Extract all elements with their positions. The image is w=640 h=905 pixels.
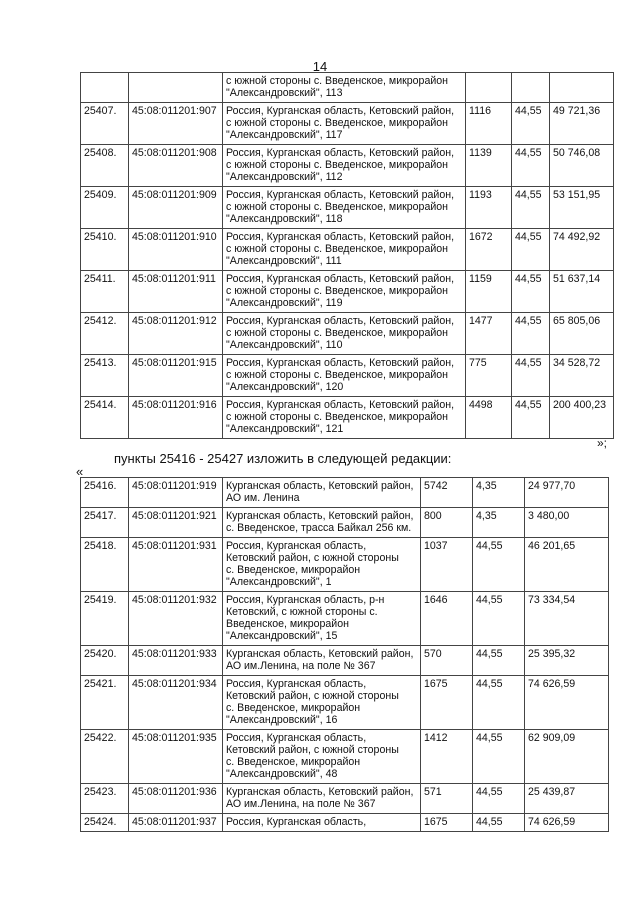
address-cell: Россия, Курганская область, Кетовский район, с южной стороны с. Введенское, микрорайон "Александровский", 120: [223, 355, 466, 397]
item-number-cell: 25408.: [81, 145, 129, 187]
cadastral-number-cell: 45:08:011201:919: [129, 478, 223, 508]
item-number-cell: 25422.: [81, 730, 129, 784]
rate-cell: 44,55: [473, 814, 525, 832]
address-cell: Курганская область, Кетовский район, АО им.Ленина, на поле № 367: [223, 646, 421, 676]
address-cell: Россия, Курганская область, Кетовский район, с южной стороны с. Введенское, микрорайон "Александровский", 16: [223, 676, 421, 730]
area-cell: 4498: [466, 397, 512, 439]
amount-cell: 24 977,70: [525, 478, 609, 508]
address-cell: Россия, Курганская область, Кетовский район, с южной стороны с. Введенское, микрорайон "Александровский", 111: [223, 229, 466, 271]
address-cell: Россия, Курганская область, Кетовский район, с южной стороны с. Введенское, микрорайон "Александровский", 48: [223, 730, 421, 784]
address-cell: Россия, Курганская область, Кетовский район, с южной стороны с. Введенское, микрорайон "Александровский", 118: [223, 187, 466, 229]
table-row: [81, 592, 609, 646]
amount-cell: 25 395,32: [525, 646, 609, 676]
item-number-cell: 25423.: [81, 784, 129, 814]
rate-cell: 4,35: [473, 508, 525, 538]
area-cell: 1675: [421, 814, 473, 832]
table-row: [81, 145, 614, 187]
opening-quote-mark: «: [76, 464, 84, 479]
table-row: [81, 355, 614, 397]
table-row: [81, 103, 614, 145]
cadastral-number-cell: 45:08:011201:916: [129, 397, 223, 439]
amount-cell: 53 151,95: [550, 187, 614, 229]
item-number-cell: 25418.: [81, 538, 129, 592]
rate-cell: 44,55: [473, 676, 525, 730]
item-number-cell: 25407.: [81, 103, 129, 145]
address-cell: Россия, Курганская область, Кетовский район, с южной стороны с. Введенское, микрорайон "Александровский", 110: [223, 313, 466, 355]
area-cell: 1477: [466, 313, 512, 355]
table-row: [81, 538, 609, 592]
item-number-cell: 25413.: [81, 355, 129, 397]
address-cell: с южной стороны с. Введенское, микрорайон "Александровский", 113: [223, 73, 466, 103]
table-row: [81, 676, 609, 730]
item-number-cell: 25409.: [81, 187, 129, 229]
cadastral-number-cell: 45:08:011201:911: [129, 271, 223, 313]
rate-cell: 44,55: [512, 103, 550, 145]
table-row: [81, 229, 614, 271]
address-cell: Курганская область, Кетовский район, АО им.Ленина, на поле № 367: [223, 784, 421, 814]
rate-cell: 44,55: [512, 271, 550, 313]
cadastral-number-cell: 45:08:011201:910: [129, 229, 223, 271]
table-row: [81, 814, 609, 832]
rate-cell: 44,55: [473, 784, 525, 814]
amount-cell: 74 626,59: [525, 676, 609, 730]
address-cell: Курганская область, Кетовский район, с. Введенское, трасса Байкал 256 км.: [223, 508, 421, 538]
amount-cell: 3 480,00: [525, 508, 609, 538]
amount-cell: 34 528,72: [550, 355, 614, 397]
rate-cell: 44,55: [512, 187, 550, 229]
item-number-cell: 25416.: [81, 478, 129, 508]
area-cell: 571: [421, 784, 473, 814]
table-row: [81, 730, 609, 784]
item-number-cell: 25419.: [81, 592, 129, 646]
cadastral-number-cell: 45:08:011201:908: [129, 145, 223, 187]
rate-cell: 44,55: [512, 229, 550, 271]
rate-cell: [512, 73, 550, 103]
address-cell: Россия, Курганская область, Кетовский район, с южной стороны с. Введенское, микрорайон "Александровский", 117: [223, 103, 466, 145]
amount-cell: 200 400,23: [550, 397, 614, 439]
table-row: [81, 646, 609, 676]
table-row: [81, 271, 614, 313]
rate-cell: 44,55: [473, 538, 525, 592]
item-number-cell: [81, 73, 129, 103]
table-row: [81, 187, 614, 229]
area-cell: 1139: [466, 145, 512, 187]
cadastral-number-cell: 45:08:011201:936: [129, 784, 223, 814]
table-row: [81, 478, 609, 508]
area-cell: 1193: [466, 187, 512, 229]
area-cell: 800: [421, 508, 473, 538]
amount-cell: 65 805,06: [550, 313, 614, 355]
amount-cell: 50 746,08: [550, 145, 614, 187]
closing-quote-mark: »;: [597, 436, 608, 450]
item-number-cell: 25411.: [81, 271, 129, 313]
area-cell: 1412: [421, 730, 473, 784]
table-row: [81, 784, 609, 814]
table-row: [81, 397, 614, 439]
table-row: [81, 313, 614, 355]
item-number-cell: 25420.: [81, 646, 129, 676]
cadastral-number-cell: 45:08:011201:935: [129, 730, 223, 784]
address-cell: Курганская область, Кетовский район, АО им. Ленина: [223, 478, 421, 508]
address-cell: Россия, Курганская область, Кетовский район, с южной стороны с. Введенское, микрорайон "Александровский", 119: [223, 271, 466, 313]
rate-cell: 44,55: [512, 145, 550, 187]
amount-cell: 51 637,14: [550, 271, 614, 313]
page-number: 14: [312, 59, 328, 74]
table-row: [81, 73, 614, 103]
amount-cell: 73 334,54: [525, 592, 609, 646]
rate-cell: 44,55: [473, 646, 525, 676]
area-cell: 1159: [466, 271, 512, 313]
area-cell: 1037: [421, 538, 473, 592]
land-plots-table-new-edition: [80, 477, 609, 832]
cadastral-number-cell: 45:08:011201:909: [129, 187, 223, 229]
rate-cell: 44,55: [512, 355, 550, 397]
rate-cell: 44,55: [473, 592, 525, 646]
cadastral-number-cell: 45:08:011201:907: [129, 103, 223, 145]
amount-cell: 25 439,87: [525, 784, 609, 814]
amount-cell: 74 626,59: [525, 814, 609, 832]
amount-cell: 74 492,92: [550, 229, 614, 271]
area-cell: [466, 73, 512, 103]
table-row: [81, 508, 609, 538]
cadastral-number-cell: [129, 73, 223, 103]
item-number-cell: 25412.: [81, 313, 129, 355]
rate-cell: 44,55: [512, 397, 550, 439]
area-cell: 775: [466, 355, 512, 397]
address-cell: Россия, Курганская область, Кетовский район, с южной стороны с. Введенское, микрорайон "Александровский", 121: [223, 397, 466, 439]
area-cell: 570: [421, 646, 473, 676]
area-cell: 5742: [421, 478, 473, 508]
rate-cell: 4,35: [473, 478, 525, 508]
item-number-cell: 25424.: [81, 814, 129, 832]
area-cell: 1675: [421, 676, 473, 730]
cadastral-number-cell: 45:08:011201:932: [129, 592, 223, 646]
address-cell: Россия, Курганская область,: [223, 814, 421, 832]
address-cell: Россия, Курганская область, Кетовский район, с южной стороны с. Введенское, микрорайон "Александровский", 112: [223, 145, 466, 187]
item-number-cell: 25410.: [81, 229, 129, 271]
rate-cell: 44,55: [473, 730, 525, 784]
area-cell: 1116: [466, 103, 512, 145]
item-number-cell: 25417.: [81, 508, 129, 538]
amount-cell: 46 201,65: [525, 538, 609, 592]
cadastral-number-cell: 45:08:011201:933: [129, 646, 223, 676]
area-cell: 1646: [421, 592, 473, 646]
cadastral-number-cell: 45:08:011201:931: [129, 538, 223, 592]
cadastral-number-cell: 45:08:011201:921: [129, 508, 223, 538]
cadastral-number-cell: 45:08:011201:915: [129, 355, 223, 397]
item-number-cell: 25414.: [81, 397, 129, 439]
item-number-cell: 25421.: [81, 676, 129, 730]
cadastral-number-cell: 45:08:011201:912: [129, 313, 223, 355]
amount-cell: [550, 73, 614, 103]
address-cell: Россия, Курганская область, Кетовский район, с южной стороны с. Введенское, микрорайон "Александровский", 1: [223, 538, 421, 592]
cadastral-number-cell: 45:08:011201:934: [129, 676, 223, 730]
amendment-instruction: пункты 25416 - 25427 изложить в следующей редакции:: [114, 451, 452, 466]
area-cell: 1672: [466, 229, 512, 271]
amount-cell: 62 909,09: [525, 730, 609, 784]
rate-cell: 44,55: [512, 313, 550, 355]
cadastral-number-cell: 45:08:011201:937: [129, 814, 223, 832]
land-plots-table-continued: [80, 72, 614, 439]
amount-cell: 49 721,36: [550, 103, 614, 145]
address-cell: Россия, Курганская область, р-н Кетовский, с южной стороны с. Введенское, микрорайон "Александровский", 15: [223, 592, 421, 646]
